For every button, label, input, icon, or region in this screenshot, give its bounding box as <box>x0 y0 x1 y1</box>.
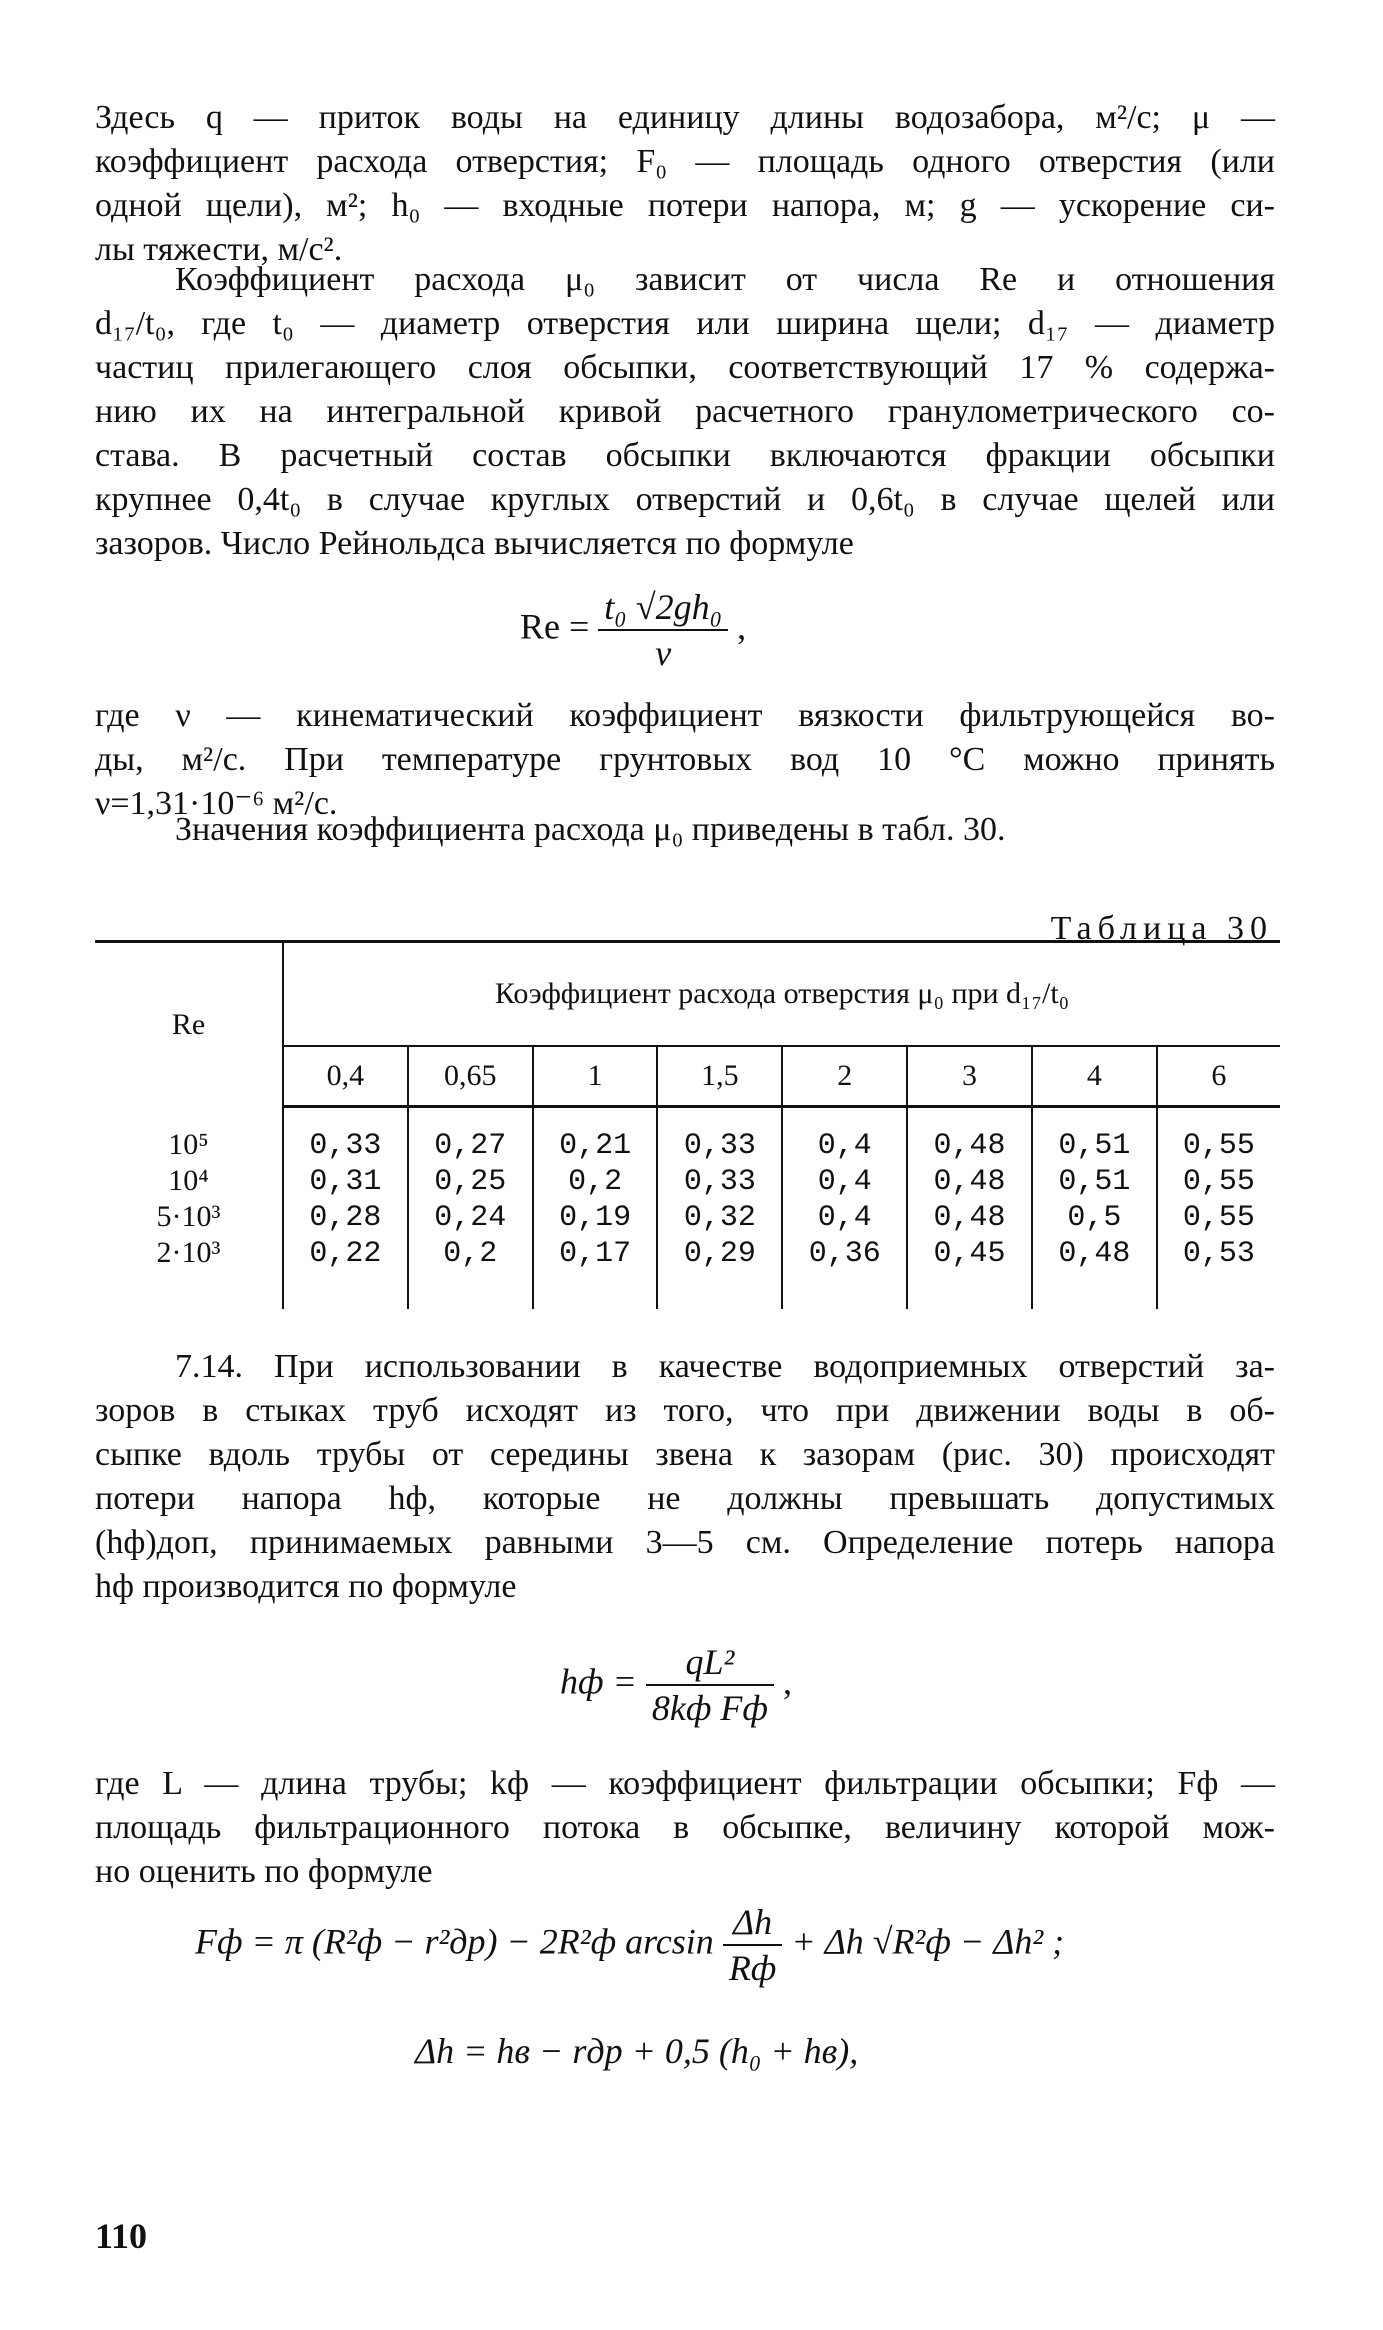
formula-reynolds <box>520 585 746 675</box>
table-cell: 0,48 <box>933 1129 1006 1163</box>
paragraph-table-ref <box>95 808 1275 852</box>
formula-head-loss <box>560 1640 792 1730</box>
values-column <box>408 1107 533 1310</box>
text-line: hф производится по формуле <box>95 1568 517 1605</box>
table-cell: 0,33 <box>683 1165 756 1199</box>
formula-lhs: Re = <box>520 606 590 647</box>
fraction-denominator: 8kф Fф <box>651 1688 768 1728</box>
text-line: но оценить по формуле <box>95 1853 433 1890</box>
text-line: потери напора hф, которые не должны превышать допустимых <box>95 1480 1275 1517</box>
coefficient-table <box>95 940 1280 1309</box>
paragraph-definitions <box>95 96 1275 272</box>
table-cell: 0,17 <box>559 1237 632 1271</box>
table-cell: 0,24 <box>434 1201 507 1235</box>
fraction <box>598 585 728 675</box>
values-column <box>657 1107 782 1310</box>
table-cell: 0,45 <box>933 1237 1006 1271</box>
table-cell: 0,48 <box>933 1201 1006 1235</box>
formula-delta-h <box>415 2030 858 2072</box>
paragraph-7-14 <box>95 1345 1275 1609</box>
formula-lhs: Fф = π (R²ф − r²др) − 2R²ф arcsin <box>195 1921 714 1962</box>
column-header: 3 <box>907 1046 1032 1107</box>
column-header: 0,4 <box>283 1046 408 1107</box>
fraction <box>646 1640 774 1730</box>
column-header: 1 <box>533 1046 658 1107</box>
table-cell: 0,48 <box>1058 1237 1131 1271</box>
column-group-header: Коэффициент расхода отверстия μ₀ при d₁₇/t₀ <box>283 942 1280 1047</box>
text-line: зазоров. Число Рейнольдса вычисляется по формуле <box>95 525 854 562</box>
table-cell: 0,4 <box>817 1201 872 1235</box>
values-column <box>283 1107 408 1310</box>
table-cell: 0,33 <box>683 1129 756 1163</box>
paragraph-viscosity <box>95 694 1275 826</box>
text-line: зоров в стыках труб исходят из того, что при движении воды в об- <box>95 1392 1275 1429</box>
column-header: 0,65 <box>408 1046 533 1107</box>
fraction-denominator: Rф <box>728 1948 777 1988</box>
paragraph-coefficient <box>95 258 1275 566</box>
table-cell: 0,29 <box>683 1237 756 1271</box>
fraction-numerator: t₀ √2gh₀ <box>598 585 728 631</box>
fraction <box>723 1900 783 1990</box>
values-column <box>782 1107 907 1310</box>
table-cell: 0,4 <box>817 1165 872 1199</box>
text-line: 7.14. При использовании в качестве водоприемных отверстий за- <box>175 1348 1275 1385</box>
formula-flow-area <box>195 1900 1064 1990</box>
text-line: частиц прилегающего слоя обсыпки, соответствующий 17 % содержа- <box>95 349 1275 386</box>
table-cell: 10⁵ <box>168 1127 209 1161</box>
text-line: Коэффициент расхода μ₀ зависит от числа Re и отношения <box>175 261 1275 298</box>
text-line: ν=1,31·10⁻⁶ м²/с. <box>95 785 338 822</box>
table-cell: 0,5 <box>1067 1201 1122 1235</box>
table-cell: 0,55 <box>1182 1129 1255 1163</box>
table-cell: 10⁴ <box>168 1163 209 1197</box>
table-cell: 0,2 <box>443 1237 498 1271</box>
formula-tail: , <box>782 1661 792 1702</box>
formula-lhs: hф = <box>560 1661 637 1702</box>
table-cell: 0,4 <box>817 1129 872 1163</box>
table-cell: 0,19 <box>559 1201 632 1235</box>
column-header: 6 <box>1157 1046 1280 1107</box>
table-cell: 0,22 <box>309 1237 382 1271</box>
text-line: одной щели), м²; h₀ — входные потери напора, м; g — ускорение си- <box>95 187 1275 224</box>
text-line: ды, м²/с. При температуре грунтовых вод 10 °С можно принять <box>95 741 1275 778</box>
text-line: где ν — кинематический коэффициент вязкости фильтрующейся во- <box>95 697 1275 734</box>
page-number: 110 <box>95 2216 148 2256</box>
values-column <box>533 1107 658 1310</box>
table-cell: 0,25 <box>434 1165 507 1199</box>
table-cell: 0,33 <box>309 1129 382 1163</box>
table-cell: 0,53 <box>1182 1237 1255 1271</box>
table-cell: 5·10³ <box>156 1199 221 1233</box>
table-cell: 0,32 <box>683 1201 756 1235</box>
text-line: коэффициент расхода отверстия; F₀ — площадь одного отверстия (или <box>95 143 1275 180</box>
text-line: сыпке вдоль трубы от середины звена к зазорам (рис. 30) происходят <box>95 1436 1275 1473</box>
text-line: лы тяжести, м/с². <box>95 231 343 268</box>
table-cell: 0,21 <box>559 1129 632 1163</box>
column-header-re: Re <box>95 942 283 1107</box>
text-line: крупнее 0,4t₀ в случае круглых отверстий и 0,6t₀ в случае щелей или <box>95 481 1275 518</box>
table-body-row <box>95 1107 1280 1310</box>
fraction-numerator: qL² <box>646 1640 774 1686</box>
table-cell: 0,51 <box>1058 1165 1131 1199</box>
text-line: (hф)доп, принимаемых равными 3—5 см. Определение потерь напора <box>95 1524 1275 1561</box>
text-line: d₁₇/t₀, где t₀ — диаметр отверстия или ширина щели; d₁₇ — диаметр <box>95 305 1275 342</box>
column-header: 2 <box>782 1046 907 1107</box>
text-line: где L — длина трубы; kф — коэффициент фильтрации обсыпки; Fф — <box>95 1765 1275 1802</box>
formula-tail: , <box>737 606 747 647</box>
table-cell: 0,27 <box>434 1129 507 1163</box>
re-values-cell <box>95 1107 283 1310</box>
values-column <box>1157 1107 1280 1310</box>
table-cell: 0,28 <box>309 1201 382 1235</box>
paragraph-definitions-2 <box>95 1762 1275 1894</box>
table-cell: 0,55 <box>1182 1201 1255 1235</box>
table-cell: 0,51 <box>1058 1129 1131 1163</box>
table-cell: 0,2 <box>568 1165 623 1199</box>
text-line: става. В расчетный состав обсыпки включаются фракции обсыпки <box>95 437 1275 474</box>
table-cell: 0,48 <box>933 1165 1006 1199</box>
column-header: 4 <box>1032 1046 1157 1107</box>
table-caption: Таблица 30 <box>1050 910 1273 947</box>
table-cell: 2·10³ <box>156 1235 221 1269</box>
fraction-denominator: ν <box>655 633 672 673</box>
text-line: Значения коэффициента расхода μ₀ приведены в табл. 30. <box>175 811 1006 848</box>
table-cell: 0,55 <box>1182 1165 1255 1199</box>
text-line: нию их на интегральной кривой расчетного гранулометрического со- <box>95 393 1275 430</box>
formula-text: Δh = hв − rдр + 0,5 (h₀ + hв), <box>415 2031 859 2071</box>
formula-tail: + Δh √R²ф − Δh² ; <box>791 1921 1065 1962</box>
text-line: площадь фильтрационного потока в обсыпке, величину которой мож- <box>95 1809 1275 1846</box>
values-column <box>1032 1107 1157 1310</box>
table-cell: 0,31 <box>309 1165 382 1199</box>
fraction-numerator: Δh <box>723 1900 783 1946</box>
text-line: Здесь q — приток воды на единицу длины водозабора, м²/с; μ — <box>95 99 1275 136</box>
values-column <box>907 1107 1032 1310</box>
column-header: 1,5 <box>657 1046 782 1107</box>
table-cell: 0,36 <box>808 1237 881 1271</box>
